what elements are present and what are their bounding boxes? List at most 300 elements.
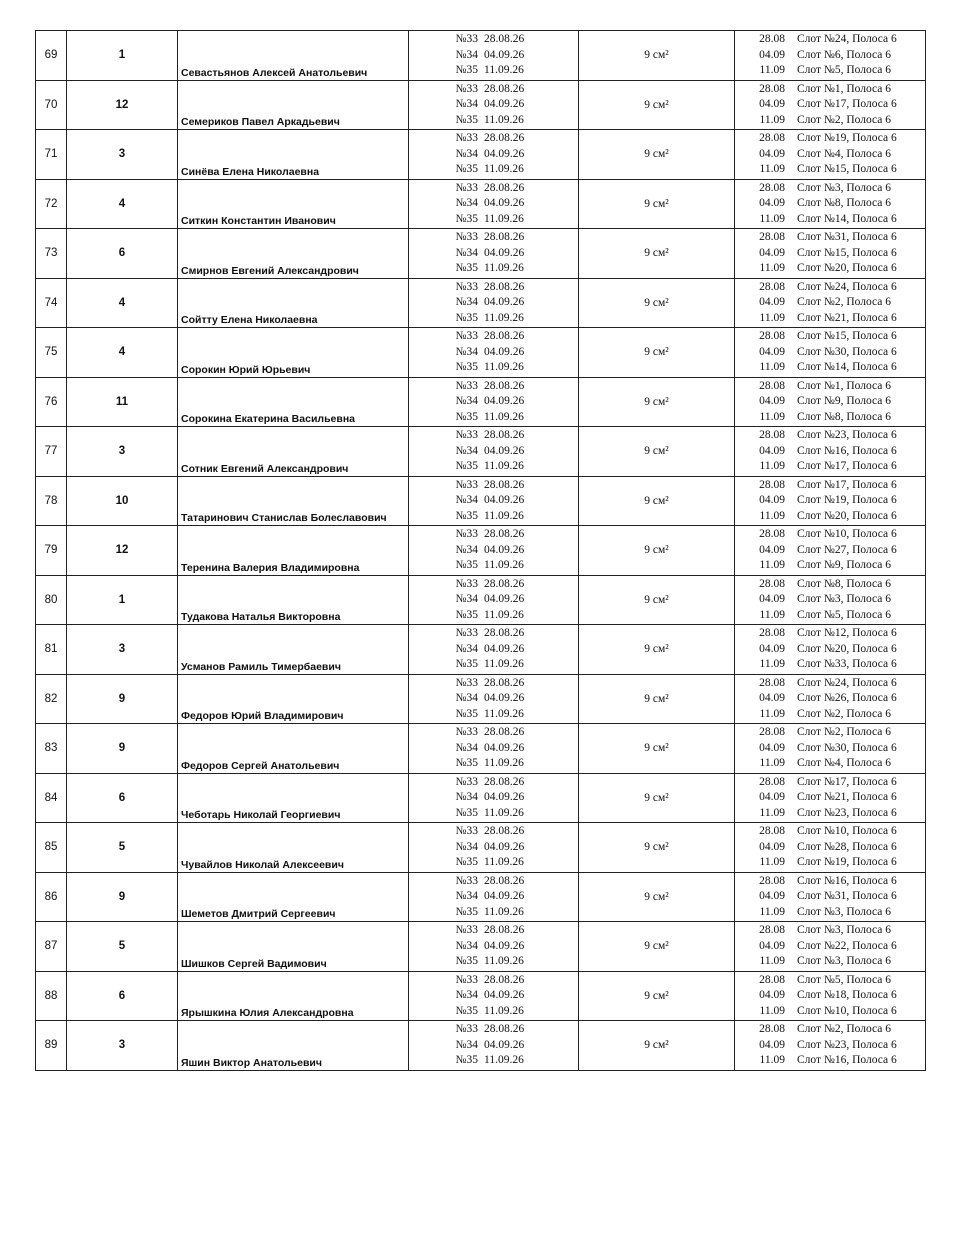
person-name: Шеметов Дмитрий Сергеевич bbox=[181, 908, 336, 920]
slot-date: 04.09 bbox=[759, 593, 785, 605]
issue-line bbox=[409, 394, 578, 410]
issue-line bbox=[409, 311, 578, 327]
person-name: Смирнов Евгений Александрович bbox=[181, 264, 359, 277]
issue-number: №33 bbox=[455, 181, 478, 194]
issue-line bbox=[409, 196, 578, 212]
slot-date: 04.09 bbox=[759, 345, 785, 358]
issue-date: 11.09.26 bbox=[484, 1004, 524, 1017]
issue-date: 28.08.26 bbox=[484, 627, 525, 639]
slot-line bbox=[735, 428, 925, 444]
issue-number: №34 bbox=[455, 48, 478, 61]
slot-line bbox=[735, 82, 925, 98]
place-cell: 4 bbox=[67, 278, 178, 328]
place-cell: 9 bbox=[67, 724, 178, 774]
slot-date: 11.09 bbox=[759, 608, 785, 621]
place-cell: 12 bbox=[67, 526, 178, 576]
issue-number: №34 bbox=[455, 642, 478, 655]
slot-line bbox=[735, 113, 925, 129]
issue-line bbox=[409, 954, 578, 970]
person-name: Сорокин Юрий Юрьевич bbox=[181, 363, 311, 376]
slot-position: Слот №8, Полоса 6 bbox=[797, 410, 892, 423]
issue-date: 28.08.26 bbox=[484, 280, 525, 293]
slot-line bbox=[735, 329, 925, 345]
slot-date: 04.09 bbox=[759, 939, 785, 952]
table-row bbox=[36, 526, 926, 576]
slot-line bbox=[735, 824, 925, 840]
ad-size-cell: 9 см² bbox=[579, 80, 735, 130]
person-name: Теренина Валерия Владимировна bbox=[181, 561, 360, 574]
slot-date: 11.09 bbox=[759, 707, 785, 720]
issue-number: №34 bbox=[455, 1038, 478, 1051]
issue-date: 11.09.26 bbox=[484, 608, 524, 621]
slot-line bbox=[735, 657, 925, 673]
slot-date: 04.09 bbox=[759, 197, 785, 209]
issue-number: №33 bbox=[455, 280, 478, 293]
issue-line bbox=[409, 329, 578, 345]
slot-date: 28.08 bbox=[759, 676, 785, 689]
issue-number: №33 bbox=[455, 825, 478, 837]
issue-number: №33 bbox=[455, 330, 478, 342]
slot-position: Слот №18, Полоса 6 bbox=[797, 989, 897, 1001]
ad-size-cell: 9 см² bbox=[579, 130, 735, 180]
issue-date: 11.09.26 bbox=[484, 361, 524, 373]
row-number-cell: 73 bbox=[36, 229, 67, 279]
slot-position: Слот №3, Полоса 6 bbox=[797, 905, 892, 918]
slot-date: 11.09 bbox=[759, 460, 785, 472]
slot-line bbox=[735, 775, 925, 791]
issue-line bbox=[409, 558, 578, 574]
issue-line bbox=[409, 410, 578, 426]
slot-line bbox=[735, 147, 925, 163]
issue-line bbox=[409, 840, 578, 856]
row-number-cell: 75 bbox=[36, 328, 67, 378]
slot-line bbox=[735, 592, 925, 608]
slot-position: Слот №4, Полоса 6 bbox=[797, 757, 892, 769]
issue-date: 04.09.26 bbox=[484, 147, 525, 160]
slot-date: 11.09 bbox=[759, 856, 785, 868]
slot-line bbox=[735, 577, 925, 593]
place-cell: 3 bbox=[67, 625, 178, 675]
slot-date: 04.09 bbox=[759, 741, 785, 754]
slot-position: Слот №1, Полоса 6 bbox=[797, 82, 892, 95]
slot-line bbox=[735, 626, 925, 642]
slot-line bbox=[735, 840, 925, 856]
slot-position: Слот №21, Полоса 6 bbox=[797, 311, 897, 324]
issue-line bbox=[409, 280, 578, 296]
issue-line bbox=[409, 527, 578, 543]
issue-line bbox=[409, 459, 578, 475]
issue-number: №35 bbox=[455, 361, 478, 373]
issue-date: 04.09.26 bbox=[484, 246, 525, 259]
slot-line bbox=[735, 181, 925, 197]
place-cell: 1 bbox=[67, 31, 178, 81]
person-name: Яшин Виктор Анатольевич bbox=[181, 1056, 322, 1069]
issue-number: №34 bbox=[455, 494, 478, 506]
issue-number: №34 bbox=[455, 98, 478, 110]
row-number-cell: 82 bbox=[36, 674, 67, 724]
slot-position: Слот №15, Полоса 6 bbox=[797, 330, 897, 342]
slot-line bbox=[735, 280, 925, 296]
issue-number: №33 bbox=[455, 379, 478, 392]
issue-line bbox=[409, 988, 578, 1004]
slot-line bbox=[735, 1038, 925, 1054]
slot-position: Слот №17, Полоса 6 bbox=[797, 460, 897, 472]
slot-line bbox=[735, 196, 925, 212]
issue-line bbox=[409, 691, 578, 707]
issues-cell bbox=[409, 1021, 579, 1071]
ad-size-cell: 9 см² bbox=[579, 229, 735, 279]
person-name: Татаринович Станислав Болеславович bbox=[181, 512, 387, 524]
place-cell: 4 bbox=[67, 179, 178, 229]
row-number-cell: 88 bbox=[36, 971, 67, 1021]
place-cell: 1 bbox=[67, 575, 178, 625]
issue-line bbox=[409, 676, 578, 692]
row-number-cell: 85 bbox=[36, 823, 67, 873]
issue-number: №33 bbox=[455, 82, 478, 95]
person-name: Федоров Сергей Анатольевич bbox=[181, 759, 340, 772]
slots-cell bbox=[735, 130, 926, 180]
slot-line bbox=[735, 725, 925, 741]
issue-number: №33 bbox=[455, 528, 478, 540]
issue-line bbox=[409, 63, 578, 79]
place-cell: 9 bbox=[67, 674, 178, 724]
slot-line bbox=[735, 345, 925, 361]
slot-line bbox=[735, 410, 925, 426]
slot-date: 04.09 bbox=[759, 395, 785, 407]
slot-line bbox=[735, 642, 925, 658]
issue-number: №33 bbox=[455, 726, 478, 738]
ad-size-cell: 9 см² bbox=[579, 575, 735, 625]
issue-number: №34 bbox=[455, 444, 478, 457]
slot-line bbox=[735, 509, 925, 525]
issues-cell bbox=[409, 773, 579, 823]
slot-line bbox=[735, 97, 925, 113]
issue-line bbox=[409, 509, 578, 525]
slot-date: 28.08 bbox=[759, 1023, 785, 1035]
slot-position: Слот №14, Полоса 6 bbox=[797, 361, 897, 373]
issue-number: №34 bbox=[455, 345, 478, 358]
issue-date: 11.09.26 bbox=[484, 460, 524, 472]
name-cell bbox=[178, 476, 409, 526]
issue-number: №35 bbox=[455, 955, 478, 967]
issue-line bbox=[409, 1022, 578, 1038]
slot-date: 04.09 bbox=[759, 840, 785, 853]
issue-number: №34 bbox=[455, 741, 478, 754]
name-cell bbox=[178, 31, 409, 81]
slot-position: Слот №33, Полоса 6 bbox=[797, 658, 897, 670]
slots-cell bbox=[735, 773, 926, 823]
issue-number: №35 bbox=[455, 460, 478, 472]
issue-date: 04.09.26 bbox=[484, 1038, 525, 1051]
issue-date: 28.08.26 bbox=[484, 924, 525, 936]
slot-line bbox=[735, 558, 925, 574]
slot-date: 11.09 bbox=[759, 955, 785, 967]
ad-size-cell: 9 см² bbox=[579, 526, 735, 576]
issue-date: 28.08.26 bbox=[484, 82, 525, 95]
slot-position: Слот №31, Полоса 6 bbox=[797, 231, 897, 243]
ad-size-cell: 9 см² bbox=[579, 724, 735, 774]
issue-line bbox=[409, 608, 578, 624]
place-cell: 6 bbox=[67, 773, 178, 823]
issues-cell bbox=[409, 724, 579, 774]
name-cell bbox=[178, 229, 409, 279]
ad-size-cell: 9 см² bbox=[579, 278, 735, 328]
issue-line bbox=[409, 32, 578, 48]
issue-line bbox=[409, 131, 578, 147]
person-name: Ярышкина Юлия Александровна bbox=[181, 1007, 354, 1019]
slot-position: Слот №2, Полоса 6 bbox=[797, 1023, 892, 1035]
table-row bbox=[36, 971, 926, 1021]
issue-number: №34 bbox=[455, 296, 478, 308]
issue-number: №33 bbox=[455, 924, 478, 936]
issue-number: №33 bbox=[455, 429, 478, 441]
issue-line bbox=[409, 113, 578, 129]
slot-position: Слот №19, Полоса 6 bbox=[797, 494, 897, 506]
slot-line bbox=[735, 360, 925, 376]
issue-line bbox=[409, 181, 578, 197]
issue-date: 04.09.26 bbox=[484, 741, 525, 754]
slot-date: 11.09 bbox=[759, 757, 785, 769]
table-row bbox=[36, 724, 926, 774]
issue-date: 11.09.26 bbox=[484, 1054, 524, 1066]
issue-date: 11.09.26 bbox=[484, 410, 524, 423]
issue-line bbox=[409, 246, 578, 262]
slot-line bbox=[735, 939, 925, 955]
slot-line bbox=[735, 954, 925, 970]
slot-line bbox=[735, 295, 925, 311]
slot-line bbox=[735, 790, 925, 806]
issue-date: 28.08.26 bbox=[484, 330, 525, 342]
slot-line bbox=[735, 874, 925, 890]
slot-line bbox=[735, 527, 925, 543]
slots-cell bbox=[735, 229, 926, 279]
row-number-cell: 74 bbox=[36, 278, 67, 328]
issue-number: №35 bbox=[455, 658, 478, 670]
slot-date: 11.09 bbox=[759, 262, 785, 274]
issue-date: 11.09.26 bbox=[484, 262, 524, 274]
slot-line bbox=[735, 806, 925, 822]
issue-date: 04.09.26 bbox=[484, 98, 525, 110]
row-number-cell: 71 bbox=[36, 130, 67, 180]
issue-date: 04.09.26 bbox=[484, 197, 525, 209]
row-number-cell: 70 bbox=[36, 80, 67, 130]
issue-line bbox=[409, 790, 578, 806]
person-name: Сойтту Елена Николаевна bbox=[181, 314, 318, 326]
issue-number: №33 bbox=[455, 874, 478, 887]
slot-date: 28.08 bbox=[759, 429, 785, 441]
issue-line bbox=[409, 428, 578, 444]
slots-cell bbox=[735, 922, 926, 972]
issue-date: 04.09.26 bbox=[484, 444, 525, 457]
row-number-cell: 78 bbox=[36, 476, 67, 526]
issue-line bbox=[409, 97, 578, 113]
issue-number: №33 bbox=[455, 1023, 478, 1035]
issue-number: №35 bbox=[455, 163, 478, 175]
person-name: Сорокина Екатерина Васильевна bbox=[181, 413, 355, 425]
slot-date: 28.08 bbox=[759, 874, 785, 887]
row-number-cell: 77 bbox=[36, 427, 67, 477]
issue-number: №35 bbox=[455, 262, 478, 274]
slot-line bbox=[735, 707, 925, 723]
issue-date: 11.09.26 bbox=[484, 707, 524, 720]
slot-line bbox=[735, 1022, 925, 1038]
issue-date: 28.08.26 bbox=[484, 825, 525, 837]
ad-size-cell: 9 см² bbox=[579, 625, 735, 675]
issues-cell bbox=[409, 130, 579, 180]
issues-cell bbox=[409, 575, 579, 625]
slot-date: 11.09 bbox=[759, 311, 785, 324]
person-name: Шишков Сергей Вадимович bbox=[181, 957, 327, 970]
issue-line bbox=[409, 775, 578, 791]
slot-position: Слот №23, Полоса 6 bbox=[797, 1038, 897, 1051]
table-row bbox=[36, 427, 926, 477]
slot-line bbox=[735, 676, 925, 692]
issues-cell bbox=[409, 526, 579, 576]
ad-size-cell: 9 см² bbox=[579, 427, 735, 477]
issues-cell bbox=[409, 229, 579, 279]
issue-date: 28.08.26 bbox=[484, 726, 525, 738]
slot-date: 04.09 bbox=[759, 642, 785, 655]
person-name: Ситкин Константин Иванович bbox=[181, 215, 336, 227]
place-cell: 5 bbox=[67, 823, 178, 873]
issue-line bbox=[409, 261, 578, 277]
issue-number: №35 bbox=[455, 806, 478, 819]
table-row bbox=[36, 278, 926, 328]
slots-cell bbox=[735, 674, 926, 724]
issue-date: 28.08.26 bbox=[484, 231, 525, 243]
issues-cell bbox=[409, 476, 579, 526]
slot-position: Слот №31, Полоса 6 bbox=[797, 890, 897, 902]
row-number-cell: 83 bbox=[36, 724, 67, 774]
issue-date: 11.09.26 bbox=[484, 955, 524, 967]
slot-line bbox=[735, 973, 925, 989]
slot-date: 28.08 bbox=[759, 82, 785, 95]
slot-position: Слот №10, Полоса 6 bbox=[797, 825, 897, 837]
slot-date: 04.09 bbox=[759, 989, 785, 1001]
slot-line bbox=[735, 444, 925, 460]
ad-size-cell: 9 см² bbox=[579, 476, 735, 526]
issue-date: 04.09.26 bbox=[484, 840, 525, 853]
name-cell bbox=[178, 625, 409, 675]
issue-date: 28.08.26 bbox=[484, 478, 525, 491]
slot-date: 04.09 bbox=[759, 494, 785, 506]
issue-line bbox=[409, 741, 578, 757]
issue-line bbox=[409, 923, 578, 939]
slot-date: 28.08 bbox=[759, 775, 785, 788]
slot-position: Слот №30, Полоса 6 bbox=[797, 741, 897, 754]
issue-line bbox=[409, 889, 578, 905]
ad-size-cell: 9 см² bbox=[579, 872, 735, 922]
slot-position: Слот №5, Полоса 6 bbox=[797, 608, 892, 621]
slot-position: Слот №24, Полоса 6 bbox=[797, 33, 897, 45]
name-cell bbox=[178, 427, 409, 477]
issues-cell bbox=[409, 278, 579, 328]
issue-line bbox=[409, 725, 578, 741]
slot-position: Слот №20, Полоса 6 bbox=[797, 642, 897, 655]
issue-line bbox=[409, 707, 578, 723]
issue-date: 11.09.26 bbox=[484, 757, 524, 769]
slot-position: Слот №30, Полоса 6 bbox=[797, 345, 897, 358]
issue-line bbox=[409, 345, 578, 361]
issue-line bbox=[409, 939, 578, 955]
slot-date: 11.09 bbox=[759, 1054, 785, 1066]
name-cell bbox=[178, 80, 409, 130]
issues-cell bbox=[409, 328, 579, 378]
slot-date: 11.09 bbox=[759, 64, 785, 76]
slot-date: 04.09 bbox=[759, 692, 785, 704]
slot-date: 28.08 bbox=[759, 726, 785, 738]
slot-date: 11.09 bbox=[759, 806, 785, 819]
issue-date: 04.09.26 bbox=[484, 395, 525, 407]
slot-date: 11.09 bbox=[759, 361, 785, 373]
slot-position: Слот №2, Полоса 6 bbox=[797, 296, 892, 308]
issue-date: 04.09.26 bbox=[484, 296, 525, 308]
issue-date: 28.08.26 bbox=[484, 676, 525, 689]
issue-date: 28.08.26 bbox=[484, 1023, 525, 1035]
table-row bbox=[36, 872, 926, 922]
issue-line bbox=[409, 824, 578, 840]
slot-position: Слот №15, Полоса 6 bbox=[797, 246, 897, 259]
issue-number: №35 bbox=[455, 509, 478, 522]
slots-cell bbox=[735, 575, 926, 625]
issue-date: 11.09.26 bbox=[484, 905, 524, 918]
slot-line bbox=[735, 889, 925, 905]
issue-line bbox=[409, 230, 578, 246]
slot-line bbox=[735, 311, 925, 327]
issue-date: 04.09.26 bbox=[484, 692, 525, 704]
name-cell bbox=[178, 179, 409, 229]
issue-date: 11.09.26 bbox=[484, 64, 524, 76]
ad-size-cell: 9 см² bbox=[579, 1021, 735, 1071]
issue-date: 28.08.26 bbox=[484, 429, 525, 441]
issue-date: 11.09.26 bbox=[484, 806, 524, 819]
issue-date: 04.09.26 bbox=[484, 543, 525, 556]
issues-cell bbox=[409, 179, 579, 229]
slots-cell bbox=[735, 80, 926, 130]
issue-date: 28.08.26 bbox=[484, 379, 525, 392]
row-number-cell: 81 bbox=[36, 625, 67, 675]
slot-line bbox=[735, 608, 925, 624]
slots-cell bbox=[735, 625, 926, 675]
name-cell bbox=[178, 1021, 409, 1071]
issue-line bbox=[409, 855, 578, 871]
slot-line bbox=[735, 379, 925, 395]
issue-line bbox=[409, 444, 578, 460]
issue-number: №35 bbox=[455, 905, 478, 918]
name-cell bbox=[178, 674, 409, 724]
slot-position: Слот №17, Полоса 6 bbox=[797, 478, 897, 491]
slot-date: 11.09 bbox=[759, 113, 785, 126]
table-row bbox=[36, 179, 926, 229]
table-row bbox=[36, 773, 926, 823]
slot-position: Слот №24, Полоса 6 bbox=[797, 676, 897, 689]
slot-position: Слот №8, Полоса 6 bbox=[797, 197, 892, 209]
issue-number: №34 bbox=[455, 890, 478, 902]
issue-line bbox=[409, 212, 578, 228]
issue-number: №34 bbox=[455, 989, 478, 1001]
slots-cell bbox=[735, 526, 926, 576]
issue-line bbox=[409, 162, 578, 178]
row-number-cell: 69 bbox=[36, 31, 67, 81]
slot-date: 11.09 bbox=[759, 163, 785, 175]
issue-number: №34 bbox=[455, 395, 478, 407]
slot-position: Слот №4, Полоса 6 bbox=[797, 147, 892, 160]
name-cell bbox=[178, 773, 409, 823]
issue-number: №35 bbox=[455, 757, 478, 769]
issue-date: 04.09.26 bbox=[484, 593, 525, 605]
row-number-cell: 79 bbox=[36, 526, 67, 576]
slot-line bbox=[735, 48, 925, 64]
